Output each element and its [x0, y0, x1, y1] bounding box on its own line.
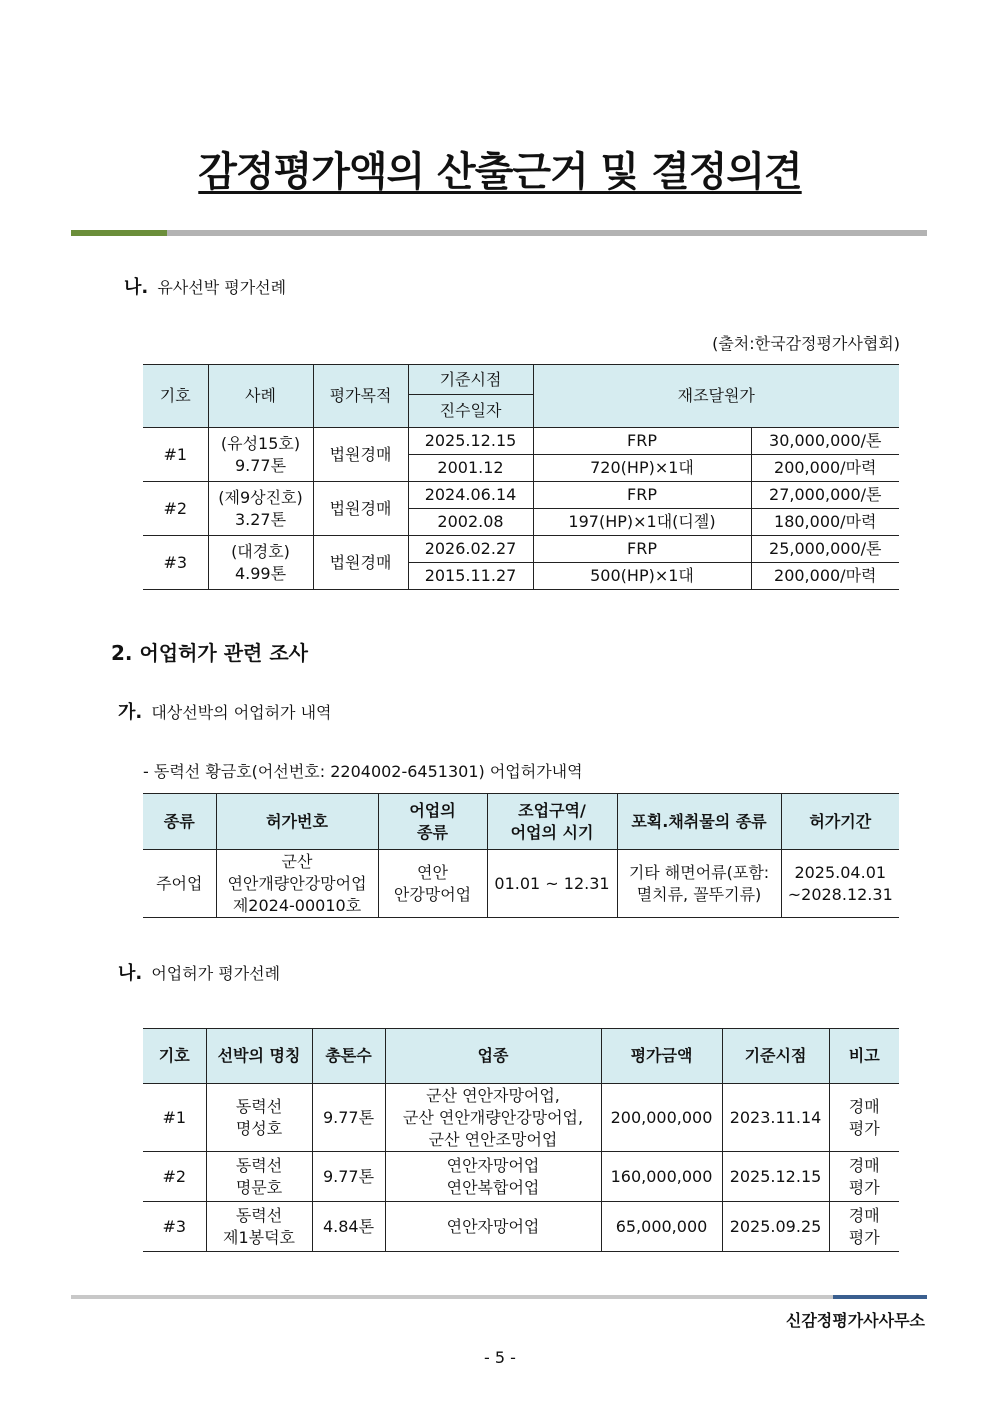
row-vessel-name: 동력선 제1봉덕호: [206, 1202, 312, 1252]
row-code: #3: [143, 536, 208, 590]
page-title: 감정평가액의 산출근거 및 결정의견: [198, 149, 802, 195]
row-business: 연안자망어업: [385, 1202, 601, 1252]
header-remark: 비고: [829, 1029, 899, 1084]
table-row: [143, 850, 899, 918]
title-divider: [71, 230, 927, 236]
row-zone-season: 01.01 ~ 12.31: [487, 850, 617, 918]
row-remark: 경매 평가: [829, 1084, 899, 1152]
similar-vessel-table: [143, 364, 899, 590]
section-label: 대상선박의 어업허가 내역: [151, 703, 332, 722]
row-tonnage: 9.77톤: [312, 1084, 385, 1152]
row-case: (유성15호) 9.77톤: [208, 428, 313, 482]
row-remark: 경매 평가: [829, 1202, 899, 1252]
office-name: 신감정평가사사무소: [785, 1311, 925, 1330]
row-kind: 주어업: [143, 850, 216, 918]
section-permit-history-heading: [118, 698, 332, 724]
vessel-note: - 동력선 황금호(어선번호: 2204002-6451301) 어업허가내역: [143, 762, 583, 781]
row-code: #2: [143, 1152, 206, 1202]
row-hull-cost: 25,000,000/톤: [751, 536, 899, 563]
row-tonnage: 9.77톤: [312, 1152, 385, 1202]
row-engine-cost: 200,000/마력: [751, 563, 899, 590]
section-marker: 나.: [118, 963, 143, 984]
section-marker: 나.: [124, 277, 149, 298]
row-base-date: 2024.06.14: [408, 482, 533, 509]
row-amount: 200,000,000: [601, 1084, 722, 1152]
row-code: #1: [143, 428, 208, 482]
section-permit-precedent-heading: [118, 959, 280, 985]
row-base-date: 2025.09.25: [722, 1202, 829, 1252]
section-label: 유사선박 평가선례: [157, 278, 287, 297]
row-case: (제9상진호) 3.27톤: [208, 482, 313, 536]
header-amount: 평가금액: [601, 1029, 722, 1084]
section-marker: 가.: [118, 702, 143, 723]
header-purpose: 평가목적: [313, 365, 408, 428]
permit-precedent-table: [143, 1028, 899, 1252]
row-case: (대경호) 4.99톤: [208, 536, 313, 590]
header-replacement-cost: 재조달원가: [533, 365, 899, 428]
row-business: 연안자망어업 연안복합어업: [385, 1152, 601, 1202]
footer-divider: [71, 1295, 927, 1299]
row-hull-cost: 27,000,000/톤: [751, 482, 899, 509]
row-launch-date: 2002.08: [408, 509, 533, 536]
row-base-date: 2025.12.15: [722, 1152, 829, 1202]
row-engine-item: 500(HP)×1대: [533, 563, 751, 590]
row-engine-cost: 180,000/마력: [751, 509, 899, 536]
header-base-date: 기준시점: [722, 1029, 829, 1084]
header-case: 사례: [208, 365, 313, 428]
row-hull-item: FRP: [533, 536, 751, 563]
row-business: 군산 연안자망어업, 군산 연안개량안강망어업, 군산 연안조망어업: [385, 1084, 601, 1152]
row-amount: 160,000,000: [601, 1152, 722, 1202]
header-base-date: 기준시점: [408, 365, 533, 395]
row-base-date: 2023.11.14: [722, 1084, 829, 1152]
row-launch-date: 2015.11.27: [408, 563, 533, 590]
table-row: [143, 482, 899, 509]
row-code: #2: [143, 482, 208, 536]
table-row: [143, 536, 899, 563]
footer-divider-accent: [833, 1295, 927, 1299]
header-vessel-name: 선박의 명칭: [206, 1029, 312, 1084]
table-row: [143, 428, 899, 455]
row-amount: 65,000,000: [601, 1202, 722, 1252]
row-fishery-type: 연안 안강망어업: [378, 850, 487, 918]
row-permit-period: 2025.04.01 ~2028.12.31: [781, 850, 899, 918]
header-catch-type: 포획.채취물의 종류: [617, 794, 781, 850]
table-row: [143, 1202, 899, 1252]
header-code: 기호: [143, 365, 208, 428]
row-hull-item: FRP: [533, 482, 751, 509]
table-row: [143, 1152, 899, 1202]
header-permit-period: 허가기간: [781, 794, 899, 850]
header-kind: 종류: [143, 794, 216, 850]
row-engine-item: 720(HP)×1대: [533, 455, 751, 482]
row-purpose: 법원경매: [313, 536, 408, 590]
row-engine-cost: 200,000/마력: [751, 455, 899, 482]
row-code: #1: [143, 1084, 206, 1152]
table-row: [143, 1084, 899, 1152]
row-base-date: 2026.02.27: [408, 536, 533, 563]
row-purpose: 법원경매: [313, 482, 408, 536]
header-permit-no: 허가번호: [216, 794, 378, 850]
header-launch-date: 진수일자: [408, 395, 533, 428]
header-business: 업종: [385, 1029, 601, 1084]
source-note: (출처:한국감정평가사협회): [712, 334, 900, 353]
row-remark: 경매 평가: [829, 1152, 899, 1202]
section-label: 어업허가 평가선례: [151, 964, 281, 983]
section-2-heading: 2. 어업허가 관련 조사: [111, 641, 308, 665]
row-permit-no: 군산 연안개량안강망어업 제2024-00010호: [216, 850, 378, 918]
header-fishery-type: 어업의 종류: [378, 794, 487, 850]
header-zone-season: 조업구역/ 어업의 시기: [487, 794, 617, 850]
section-similar-vessel-heading: [124, 273, 286, 299]
row-vessel-name: 동력선 명성호: [206, 1084, 312, 1152]
row-tonnage: 4.84톤: [312, 1202, 385, 1252]
header-code: 기호: [143, 1029, 206, 1084]
row-hull-cost: 30,000,000/톤: [751, 428, 899, 455]
title-divider-accent: [71, 230, 167, 236]
row-vessel-name: 동력선 명문호: [206, 1152, 312, 1202]
row-purpose: 법원경매: [313, 428, 408, 482]
permit-table: [143, 793, 899, 918]
row-code: #3: [143, 1202, 206, 1252]
row-hull-item: FRP: [533, 428, 751, 455]
row-catch-type: 기타 해면어류(포함: 멸치류, 꼴뚜기류): [617, 850, 781, 918]
page-number: - 5 -: [484, 1348, 516, 1367]
header-tonnage: 총톤수: [312, 1029, 385, 1084]
row-base-date: 2025.12.15: [408, 428, 533, 455]
row-launch-date: 2001.12: [408, 455, 533, 482]
row-engine-item: 197(HP)×1대(디젤): [533, 509, 751, 536]
